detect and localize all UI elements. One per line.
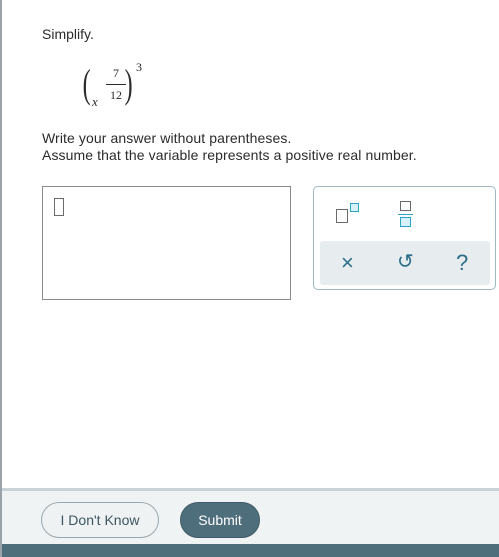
math-expression: [82, 60, 152, 116]
fraction-button[interactable]: [385, 193, 425, 233]
submit-button[interactable]: Submit: [180, 502, 260, 538]
left-paren: (: [82, 61, 91, 106]
instruction-line-2: Assume that the variable represents a positive real number.: [42, 147, 417, 163]
right-paren: ): [124, 61, 133, 106]
palette-action-row: [320, 241, 490, 285]
dont-know-button[interactable]: I Don't Know: [41, 502, 159, 538]
help-button[interactable]: [442, 243, 482, 283]
outer-exponent: 3: [136, 60, 142, 74]
exponent-denominator: 12: [110, 88, 122, 102]
palette-template-row: [314, 187, 495, 239]
instruction-line-1: Write your answer without parentheses.: [42, 130, 292, 146]
help-icon: ?: [456, 250, 469, 275]
bottom-accent-bar: [2, 544, 499, 557]
undo-icon: ↺: [397, 251, 414, 273]
superscript-button[interactable]: [328, 193, 368, 233]
exponent-fraction-bar: [106, 84, 126, 85]
close-icon: ×: [341, 250, 354, 275]
answer-placeholder-slot[interactable]: [54, 198, 64, 216]
answer-input[interactable]: [42, 186, 291, 300]
exponent-numerator: 7: [113, 66, 119, 80]
undo-button[interactable]: [385, 243, 425, 283]
math-palette: [313, 186, 496, 290]
base-variable: x: [92, 94, 98, 109]
clear-button[interactable]: [328, 243, 368, 283]
prompt-text: Simplify.: [42, 26, 94, 42]
footer-bar: [2, 488, 499, 544]
